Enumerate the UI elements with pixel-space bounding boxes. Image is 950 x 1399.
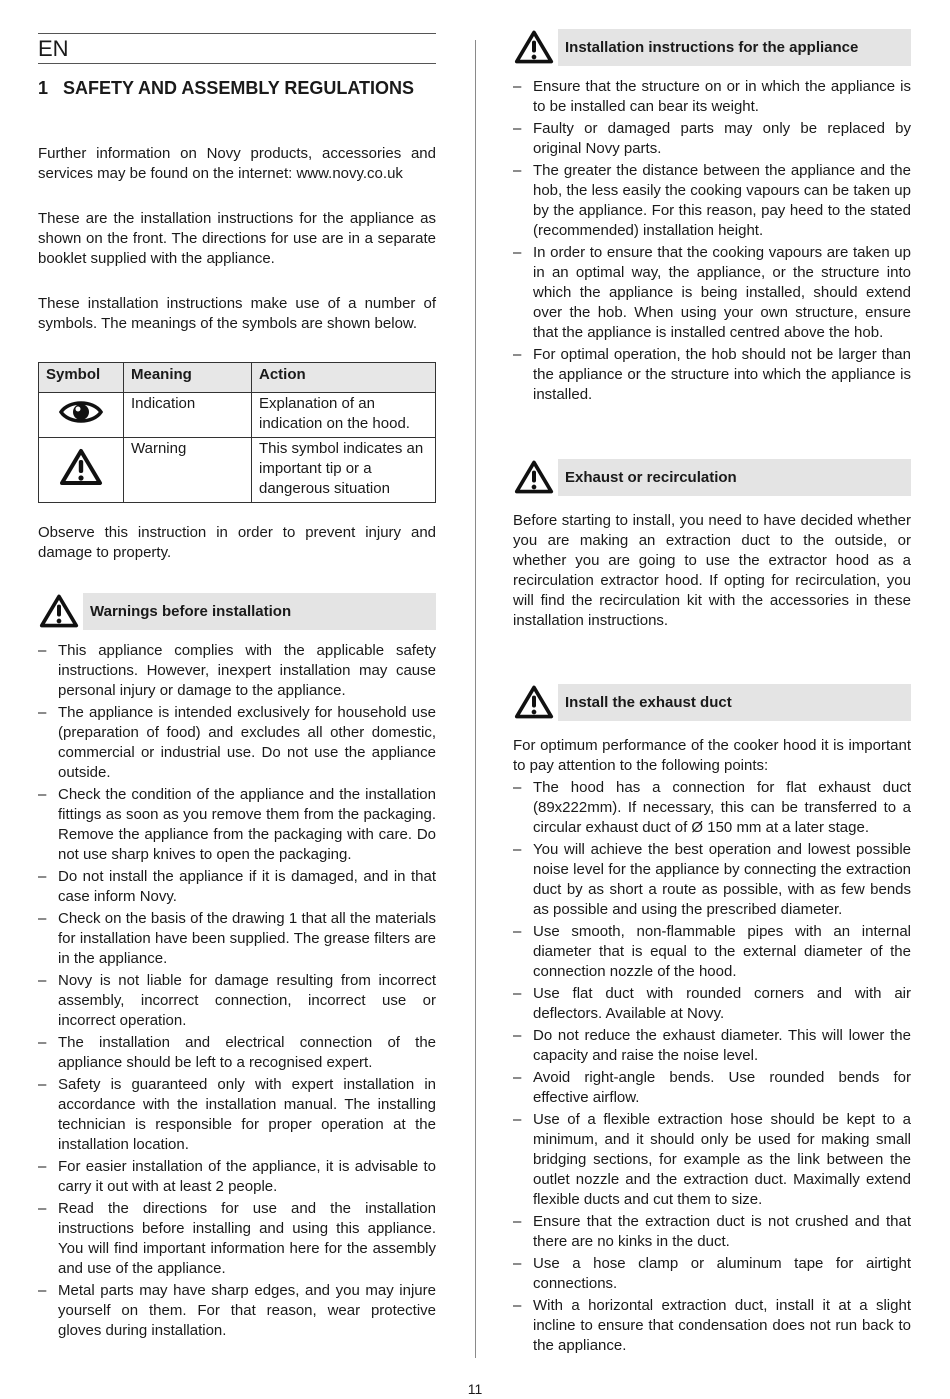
duct-intro: For optimum performance of the cooker hood it is important to pay attention to the following points:	[513, 737, 911, 774]
list-item: – With a horizontal extraction duct, install it at a slight incline to ensure that condensation does not run back to the appliance.	[513, 1296, 911, 1356]
list-item: – You will achieve the best operation and lowest possible noise level for the appliance by connecting the extraction duct by as short a route as possible, with as few bends as possible and using the prescribed diameter.	[513, 840, 911, 920]
installation-title: Installation instructions for the appliance	[565, 39, 859, 56]
list-item: – Metal parts may have sharp edges, and you may injure yourself on them. For that reason, wear protective gloves during installation.	[38, 1281, 436, 1341]
list-item: – Check on the basis of the drawing 1 that all the materials for installation have been supplied. The grease filters are in the appliance.	[38, 909, 436, 969]
list-item: – Read the directions for use and the installation instructions before installing and using this appliance. You will find important information here for the assembly and use of the appliance.	[38, 1199, 436, 1279]
action-cell: Explanation of an indication on the hood.	[252, 393, 436, 438]
exhaust-paragraph: Before starting to install, you need to have decided whether you are making an extraction duct to the outside, or whether you are going to use the extractor hood as a recirculation extractor hood. If opting for recirculation, you will find the recirculation kit with the accessories in these installation instructions.	[513, 512, 911, 629]
warnings-list	[38, 641, 436, 1343]
language-header	[38, 33, 436, 64]
list-item: – The greater the distance between the appliance and the hob, the less easily the cooking vapours can be taken up by the appliance. For this reason, pay heed to the stated (recommended) installation height.	[513, 161, 911, 241]
list-item: – In order to ensure that the cooking vapours are taken up in an optimal way, the appliance, or the structure into which the appliance is being installed, should extend over the hob. When using your own structure, ensure that the appliance is installed centred above the hob.	[513, 243, 911, 343]
language-code: EN	[38, 36, 69, 61]
exhaust-title: Exhaust or recirculation	[565, 469, 737, 486]
observe-paragraph: Observe this instruction in order to prevent injury and damage to property.	[38, 524, 436, 561]
duct-title: Install the exhaust duct	[565, 694, 732, 711]
page-number: 11	[467, 1381, 483, 1397]
table-row	[39, 438, 436, 503]
list-item: – Avoid right-angle bends. Use rounded bends for effective airflow.	[513, 1068, 911, 1108]
list-item: – For optimal operation, the hob should not be larger than the appliance or the structure into which the appliance is installed.	[513, 345, 911, 405]
list-item: – The appliance is intended exclusively for household use (preparation of food) and excludes all other domestic, commercial or industrial use. Do not use the appliance outside.	[38, 703, 436, 783]
col-header-meaning: Meaning	[124, 363, 252, 393]
warning-triangle-icon	[39, 593, 79, 629]
warning-triangle-icon	[514, 459, 554, 495]
col-header-action: Action	[252, 363, 436, 393]
meaning-cell: Indication	[124, 393, 252, 438]
warning-triangle-icon	[514, 29, 554, 65]
list-item: – Use smooth, non-flammable pipes with an internal diameter that is equal to the external diameter of the connection nozzle of the hood.	[513, 922, 911, 982]
list-item: – Use flat duct with rounded corners and with air deflectors. Available at Novy.	[513, 984, 911, 1024]
list-item: – Safety is guaranteed only with expert installation in accordance with the installation manual. The installing technician is responsible for proper operation at the installation location.	[38, 1075, 436, 1155]
list-item: – The hood has a connection for flat exhaust duct (89x222mm). If necessary, this can be transferred to a circular exhaust duct of Ø 150 mm at a later stage.	[513, 778, 911, 838]
exhaust-section-header	[513, 459, 911, 497]
intro-paragraph-2: These are the installation instructions for the appliance as shown on the front. The directions for use are in a separate booklet supplied with the appliance.	[38, 210, 436, 267]
section-number: 1	[38, 78, 49, 98]
action-cell: This symbol indicates an important tip or a dangerous situation	[252, 438, 436, 503]
list-item: – For easier installation of the appliance, it is advisable to carry it out with at least 2 people.	[38, 1157, 436, 1197]
duct-section-header	[513, 684, 911, 722]
list-item: – Do not install the appliance if it is damaged, and in that case inform Novy.	[38, 867, 436, 907]
column-divider	[475, 40, 476, 1358]
list-item: – Check the condition of the appliance and the installation fittings as soon as you remove them from the packaging. Remove the appliance from the packaging with care. Do not use sharp knives to open the packaging.	[38, 785, 436, 865]
section-title: SAFETY AND ASSEMBLY REGULATIONS	[63, 78, 415, 98]
installation-list	[513, 77, 911, 407]
warning-triangle-icon	[514, 684, 554, 720]
intro-paragraph-1: Further information on Novy products, accessories and services may be found on the internet: www.novy.co.uk	[38, 145, 436, 182]
col-header-symbol: Symbol	[39, 363, 124, 393]
list-item: – Ensure that the structure on or in which the appliance is to be installed can bear its weight.	[513, 77, 911, 117]
list-item: – Use of a flexible extraction hose should be kept to a minimum, and it should only be used for making small bridging sections, for example as the link between the outlet nozzle and the extraction duct. Maximally extend flexible ducts and cut them to size.	[513, 1110, 911, 1210]
list-item: – The installation and electrical connection of the appliance should be left to a recognised expert.	[38, 1033, 436, 1073]
symbol-cell	[39, 393, 124, 438]
installation-section-header	[513, 29, 911, 67]
symbol-cell	[39, 438, 124, 503]
warning-triangle-icon	[59, 448, 103, 486]
table-row	[39, 393, 436, 438]
list-item: – Ensure that the extraction duct is not crushed and that there are no kinks in the duct.	[513, 1212, 911, 1252]
list-item: – Use a hose clamp or aluminum tape for airtight connections.	[513, 1254, 911, 1294]
eye-icon	[59, 397, 103, 427]
list-item: – Do not reduce the exhaust diameter. This will lower the capacity and raise the noise level.	[513, 1026, 911, 1066]
symbol-table	[38, 362, 436, 503]
symbol-table-header	[39, 363, 436, 393]
warnings-title: Warnings before installation	[90, 603, 292, 620]
list-item: – This appliance complies with the applicable safety instructions. However, inexpert installation may cause personal injury or damage to the appliance.	[38, 641, 436, 701]
meaning-cell: Warning	[124, 438, 252, 503]
list-item: – Faulty or damaged parts may only be replaced by original Novy parts.	[513, 119, 911, 159]
duct-list	[513, 778, 911, 1358]
warnings-section-header	[38, 593, 436, 631]
intro-paragraph-3: These installation instructions make use of a number of symbols. The meanings of the symbols are shown below.	[38, 295, 436, 332]
list-item: – Novy is not liable for damage resulting from incorrect assembly, incorrect connection, incorrect use or incorrect operation.	[38, 971, 436, 1031]
